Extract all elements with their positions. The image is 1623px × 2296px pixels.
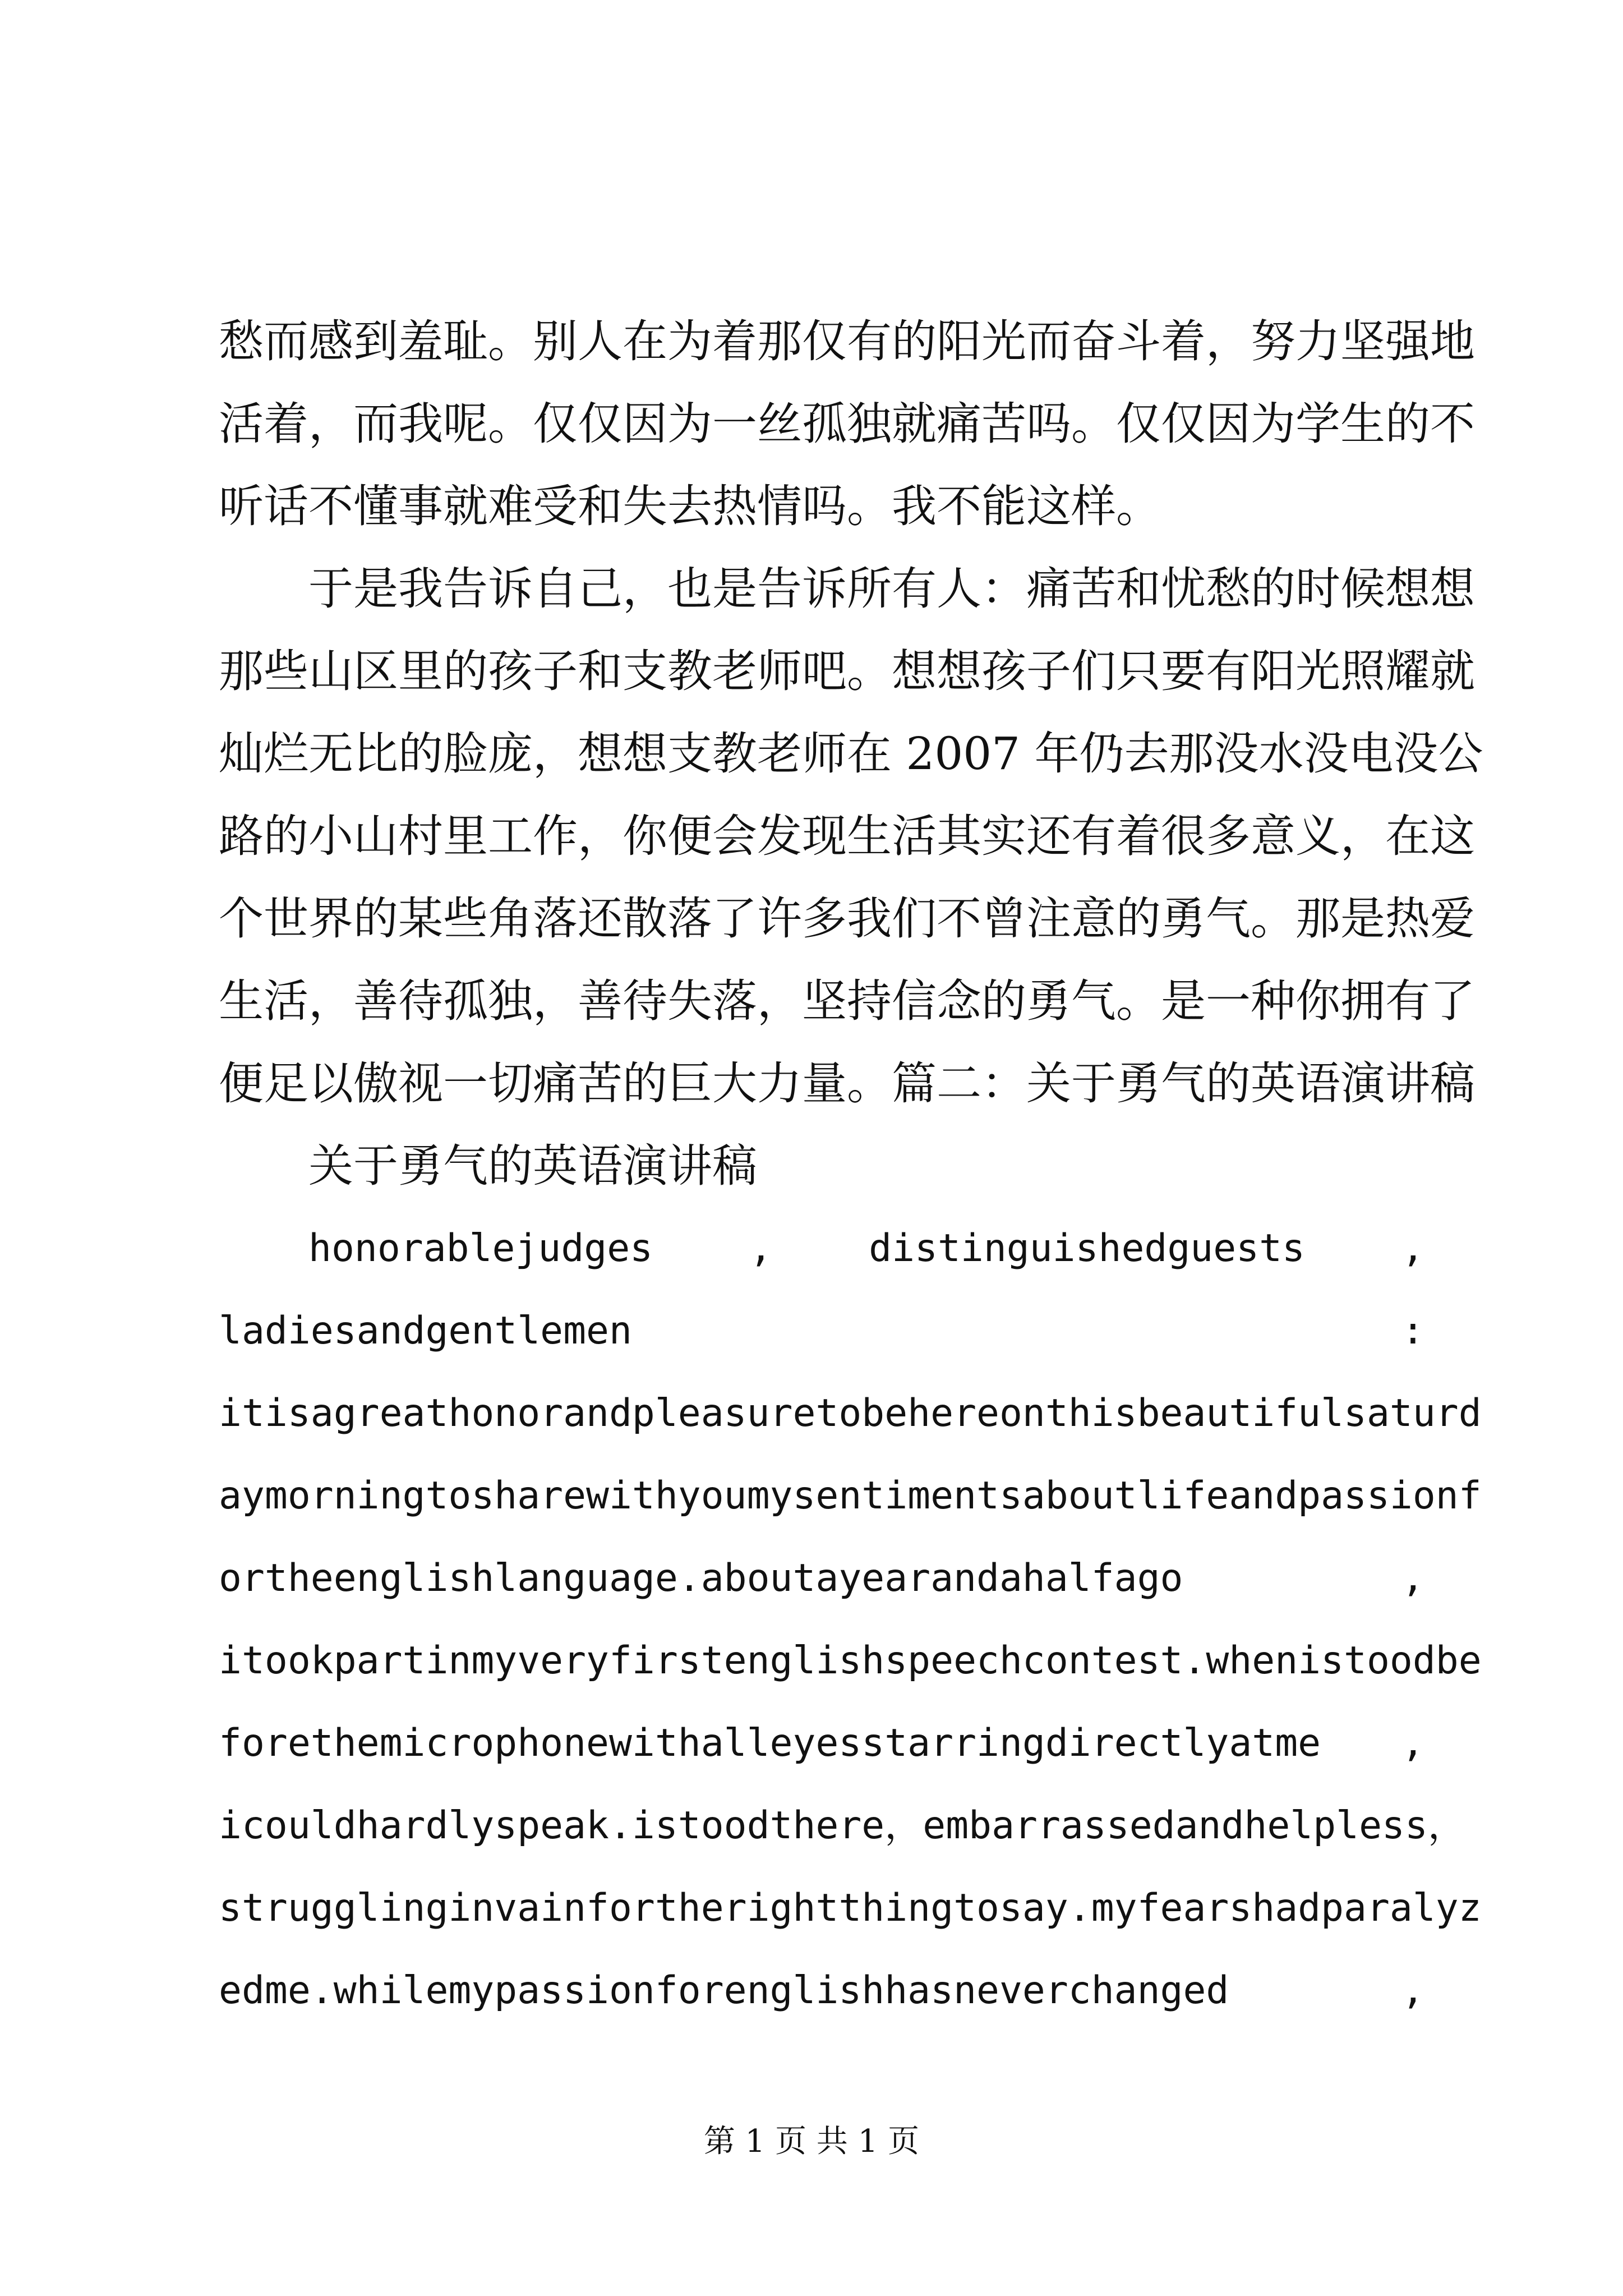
english-line xyxy=(219,1702,1424,1784)
english-word: forethemicrophonewithalleyesstarringdirectlyatme xyxy=(219,1721,1321,1765)
english-line xyxy=(219,1949,1424,2032)
paragraph-line: 愁而感到羞耻。别人在为着那仅有的阳光而奋斗着，努力坚强地 xyxy=(219,315,1475,367)
paragraph-line: 那些山区里的孩子和支教老师吧。想想孩子们只要有阳光照耀就 xyxy=(219,645,1475,697)
page-footer: 第 1 页 共 1 页 xyxy=(703,2123,920,2160)
english-line: aymorningtosharewithyoumysentimentsaboutlifeandpassionf xyxy=(219,1474,1482,1518)
english-punct: , xyxy=(1401,1968,1424,2013)
paragraph-line: 生活，善待孤独，善待失落，坚持信念的勇气。是一种你拥有了 xyxy=(219,975,1475,1027)
english-punct: , xyxy=(749,1226,773,1271)
english-word: icouldhardlyspeak.istoodthere， xyxy=(219,1803,923,1848)
english-punct: , xyxy=(1401,1556,1424,1600)
english-punct: , xyxy=(1401,1226,1424,1271)
english-line xyxy=(219,1537,1424,1619)
paragraph-line: 活着，而我呢。仅仅因为一丝孤独就痛苦吗。仅仅因为学生的不 xyxy=(219,398,1475,450)
english-word: edme.whilemypassionforenglishhasneverchanged xyxy=(219,1968,1229,2013)
section-heading: 关于勇气的英语演讲稿 xyxy=(308,1140,757,1192)
english-line: itisagreathonorandpleasuretobehereonthisbeautifulsaturd xyxy=(219,1391,1482,1435)
english-line: strugglinginvainfortherightthingtosay.myfearshadparalyz xyxy=(219,1886,1482,1930)
english-word: honorablejudges xyxy=(308,1226,653,1271)
paragraph-line: 灿烂无比的脸庞，想想支教老师在 2007 年仍去那没水没电没公 xyxy=(219,728,1483,780)
paragraph-line: 听话不懂事就难受和失去热情吗。我不能这样。 xyxy=(219,480,1161,532)
english-word: ladiesandgentlemen xyxy=(219,1309,632,1353)
english-punct: : xyxy=(1401,1309,1424,1353)
english-line: itookpartinmyveryfirstenglishspeechcontest.whenistoodbe xyxy=(219,1639,1482,1683)
paragraph-line: 个世界的某些角落还散落了许多我们不曾注意的勇气。那是热爱 xyxy=(219,892,1475,945)
english-word: ortheenglishlanguage.aboutayearandahalfago xyxy=(219,1556,1183,1600)
paragraph-line: 便足以傲视一切痛苦的巨大力量。篇二：关于勇气的英语演讲稿 xyxy=(219,1057,1475,1110)
english-line xyxy=(219,1784,1466,1867)
paragraph-line: 路的小山村里工作，你便会发现生活其实还有着很多意义，在这 xyxy=(219,810,1475,862)
english-word: distinguishedguests xyxy=(869,1226,1305,1271)
english-line xyxy=(219,1290,1424,1372)
english-word: embarrassedandhelpless， xyxy=(923,1803,1466,1848)
paragraph-line: 于是我告诉自己，也是告诉所有人：痛苦和忧愁的时候想想 xyxy=(308,563,1475,615)
english-punct: , xyxy=(1401,1721,1424,1765)
english-line xyxy=(219,1207,1424,1290)
